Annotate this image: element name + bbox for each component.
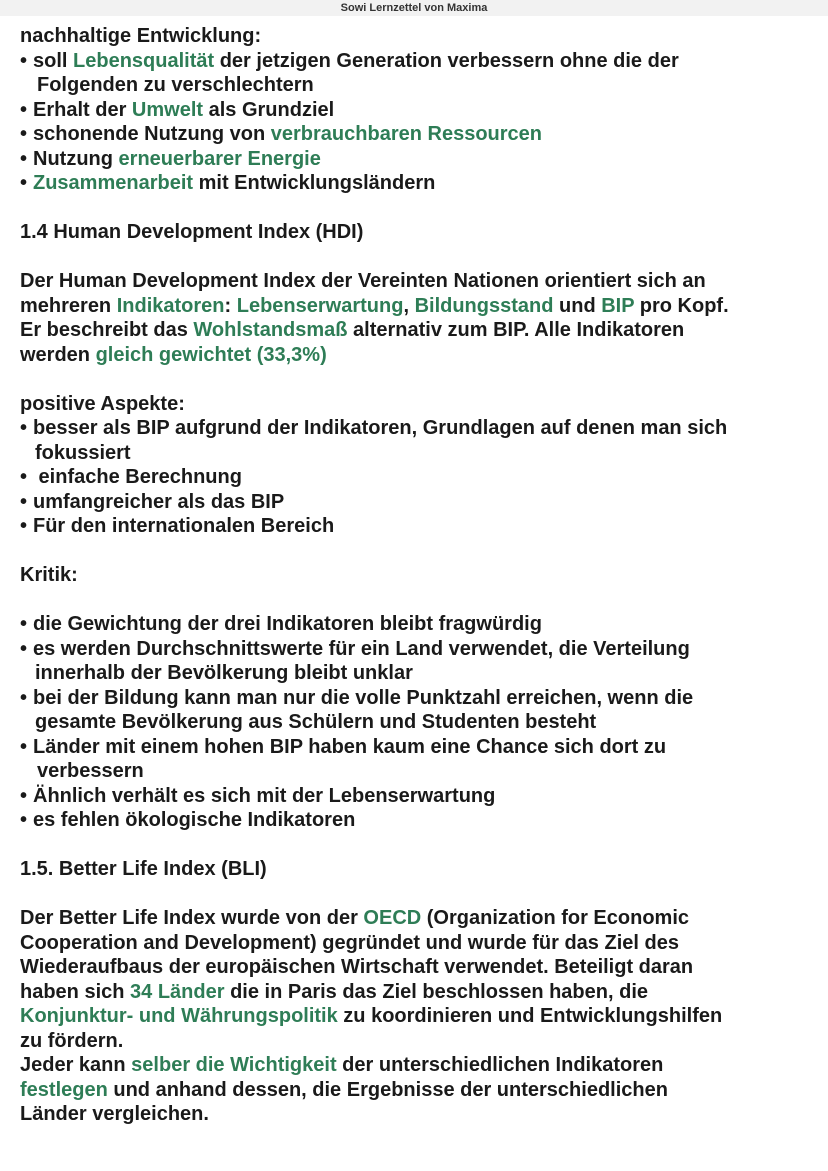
highlight-text: OECD xyxy=(363,907,422,929)
section-heading-hdi: 1.4 Human Development Index (HDI) xyxy=(20,221,364,243)
list-item xyxy=(20,147,820,172)
list-item-continuation: gesamte Bevölkerung aus Schülern und Studenten besteht xyxy=(35,711,597,733)
bullet-icon: • xyxy=(20,490,28,513)
text: Er beschreibt das xyxy=(20,319,194,341)
paragraph-line xyxy=(20,980,820,1005)
text: schonende Nutzung von xyxy=(33,123,271,145)
text: besser als BIP aufgrund der Indikatoren, Grundlagen auf denen man sich xyxy=(33,417,728,439)
spacer xyxy=(20,833,820,858)
paragraph-line xyxy=(20,906,820,931)
paragraph-line: Der Human Development Index der Vereinten Nationen orientiert sich an xyxy=(20,270,706,292)
text: alternativ zum BIP. Alle Indikatoren xyxy=(347,319,685,341)
highlight-text: 34 Länder xyxy=(130,980,225,1003)
text: (Organization for Economic xyxy=(421,907,690,929)
list-item xyxy=(20,784,820,809)
paragraph-line xyxy=(20,1004,820,1029)
list-item xyxy=(20,416,820,441)
section-heading-nachhaltig: nachhaltige Entwicklung: xyxy=(20,25,262,47)
text: einfache Berechnung xyxy=(33,466,242,488)
list-item xyxy=(20,49,820,74)
bullet-icon: • xyxy=(20,809,28,831)
list-item xyxy=(20,514,820,539)
highlight-text: Bildungsstand xyxy=(414,294,554,317)
text: der unterschiedlichen Indikatoren xyxy=(336,1054,664,1076)
bullet-icon: • xyxy=(20,98,28,121)
list-item xyxy=(20,637,820,662)
text: mit Entwicklungsländern xyxy=(193,172,436,194)
spacer xyxy=(20,367,820,392)
paragraph-line xyxy=(20,1078,820,1103)
highlight-text: Wohlstandsmaß xyxy=(193,319,348,341)
text: und anhand dessen, die Ergebnisse der unterschiedlichen xyxy=(107,1078,668,1101)
text: die in Paris das Ziel beschlossen haben, die xyxy=(224,980,648,1003)
spacer xyxy=(20,539,820,564)
text: haben sich xyxy=(20,980,131,1003)
highlight-text: erneuerbarer Energie xyxy=(118,147,321,170)
paragraph-line: Wiederaufbaus der europäischen Wirtschaft verwendet. Beteiligt daran xyxy=(20,956,694,978)
text: als Grundziel xyxy=(203,98,335,121)
highlight-text: gleich gewichtet (33,3%) xyxy=(95,343,327,366)
list-item-continuation: verbessern xyxy=(37,760,144,782)
text: Für den internationalen Bereich xyxy=(33,515,335,537)
text: bei der Bildung kann man nur die volle Punktzahl erreichen, wenn die xyxy=(33,686,694,709)
highlight-text: selber die Wichtigkeit xyxy=(131,1054,337,1076)
highlight-text: Konjunktur- und Währungspolitik xyxy=(20,1005,338,1027)
list-item xyxy=(20,808,820,833)
paragraph-line xyxy=(20,318,820,343)
spacer xyxy=(20,882,820,907)
paragraph-line xyxy=(20,343,820,368)
bullet-icon: • xyxy=(20,172,28,194)
text: es werden Durchschnittswerte für ein Land verwendet, die Verteilung xyxy=(33,637,690,660)
paragraph-line: zu fördern. xyxy=(20,1029,124,1052)
text: mehreren xyxy=(20,294,117,317)
list-item xyxy=(20,465,820,490)
list-item-continuation: Folgenden zu verschlechtern xyxy=(37,74,314,96)
list-item xyxy=(20,612,820,637)
page-header: Sowi Lernzettel von Maxima xyxy=(0,0,828,16)
text: die Gewichtung der drei Indikatoren bleibt fragwürdig xyxy=(33,613,542,635)
text: pro Kopf. xyxy=(634,294,729,317)
list-item xyxy=(20,490,820,515)
spacer xyxy=(20,196,820,221)
paragraph-line: Cooperation and Development) gegründet und wurde für das Ziel des xyxy=(20,931,679,954)
highlight-text: Zusammenarbeit xyxy=(33,172,194,194)
text: werden xyxy=(20,343,96,366)
section-heading-bli: 1.5. Better Life Index (BLI) xyxy=(20,858,267,880)
bullet-icon: • xyxy=(20,417,28,439)
highlight-text: verbrauchbaren Ressourcen xyxy=(270,123,543,145)
text: der jetzigen Generation verbessern ohne die der xyxy=(214,49,679,72)
list-item xyxy=(20,98,820,123)
document-body xyxy=(20,24,820,1127)
list-item xyxy=(20,122,820,147)
text: , xyxy=(403,294,415,317)
bullet-icon: • xyxy=(20,686,28,709)
highlight-text: Umwelt xyxy=(131,98,204,121)
text: umfangreicher als das BIP xyxy=(33,490,285,513)
spacer xyxy=(20,588,820,613)
text: Länder mit einem hohen BIP haben kaum eine Chance sich dort zu xyxy=(33,735,667,758)
subheading-kritik: Kritik: xyxy=(20,564,78,586)
bullet-icon: • xyxy=(20,637,28,660)
text: und xyxy=(553,294,602,317)
bullet-icon: • xyxy=(20,49,28,72)
spacer xyxy=(20,245,820,270)
text: Nutzung xyxy=(33,147,119,170)
bullet-icon: • xyxy=(20,613,28,635)
list-item xyxy=(20,735,820,760)
text: Erhalt der xyxy=(33,98,132,121)
highlight-text: Lebensqualität xyxy=(73,49,215,72)
bullet-icon: • xyxy=(20,515,28,537)
text: Jeder kann xyxy=(20,1054,132,1076)
bullet-icon: • xyxy=(20,735,28,758)
list-item-continuation: innerhalb der Bevölkerung bleibt unklar xyxy=(35,662,413,684)
list-item xyxy=(20,171,820,196)
paragraph-line xyxy=(20,294,820,319)
text: es fehlen ökologische Indikatoren xyxy=(33,809,356,831)
bullet-icon: • xyxy=(20,147,28,170)
bullet-icon: • xyxy=(20,123,28,145)
bullet-icon: • xyxy=(20,784,28,807)
highlight-text: Indikatoren xyxy=(116,294,225,317)
text: soll xyxy=(33,49,74,72)
highlight-text: Lebenserwartung xyxy=(236,294,404,317)
list-item xyxy=(20,686,820,711)
subheading-positive: positive Aspekte: xyxy=(20,392,185,415)
list-item-continuation: fokussiert xyxy=(35,441,131,464)
text: Ähnlich verhält es sich mit der Lebenserwartung xyxy=(33,784,496,807)
highlight-text: BIP xyxy=(601,294,635,317)
paragraph-line xyxy=(20,1053,820,1078)
highlight-text: festlegen xyxy=(20,1078,108,1101)
paragraph-line: Länder vergleichen. xyxy=(20,1103,209,1125)
text: zu koordinieren und Entwicklungshilfen xyxy=(337,1005,723,1027)
text: Der Better Life Index wurde von der xyxy=(20,907,364,929)
text: : xyxy=(224,294,237,317)
bullet-icon: • xyxy=(20,466,28,488)
